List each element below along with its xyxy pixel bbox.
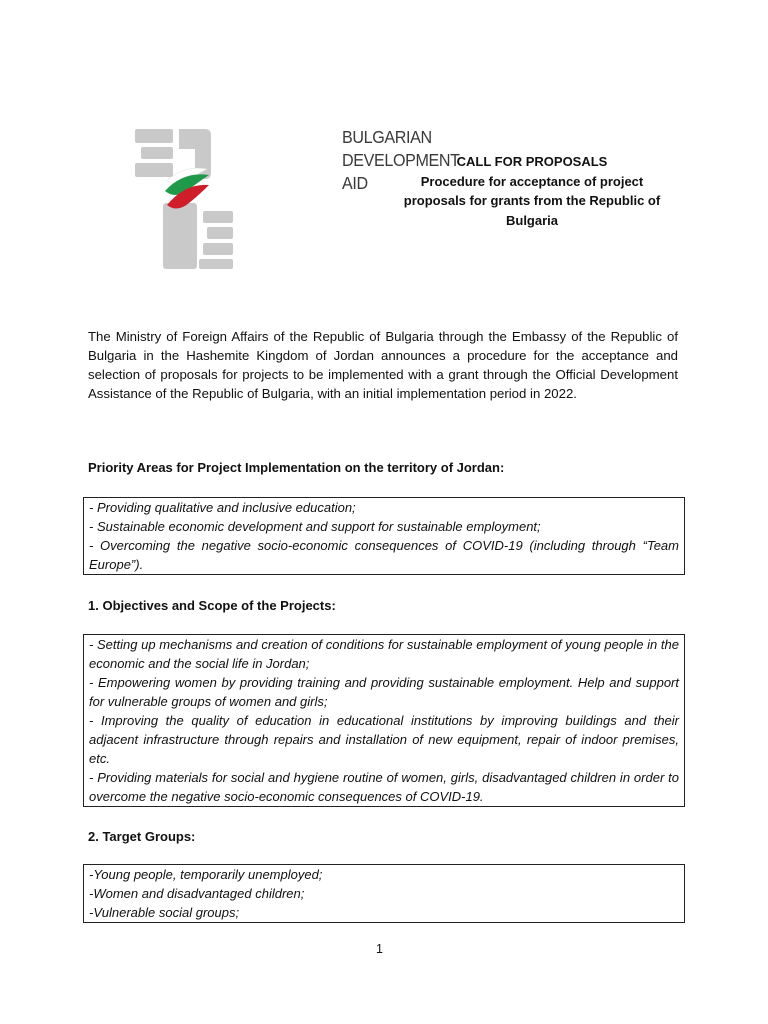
title-line-3: proposals for grants from the Republic of bbox=[403, 193, 661, 208]
objectives-heading: 1. Objectives and Scope of the Projects: bbox=[88, 598, 336, 613]
target-groups-box bbox=[83, 864, 685, 923]
title-line-1: CALL FOR PROPOSALS bbox=[456, 154, 608, 169]
target-groups-heading: 2. Target Groups: bbox=[88, 829, 196, 844]
title-line-2: Procedure for acceptance of project bbox=[420, 173, 644, 189]
logo-text-line2: DEVELOPMENT bbox=[342, 150, 460, 170]
objectives-box bbox=[83, 634, 685, 807]
objective-item: - Setting up mechanisms and creation of conditions for sustainable employment of young people in the economic and the social life in Jordan; bbox=[89, 637, 679, 671]
target-item: -Women and disadvantaged children; bbox=[89, 886, 305, 901]
priority-item: - Providing qualitative and inclusive education; bbox=[89, 500, 356, 515]
priority-item: - Sustainable economic development and support for sustainable employment; bbox=[89, 519, 541, 534]
objective-item: - Improving the quality of education in educational institutions by improving buildings and their adjacent infrastructure through repairs and installation of new equipment, repair of indoor premises, etc. bbox=[89, 713, 679, 766]
logo-text-line3: AID bbox=[342, 173, 368, 193]
bulgarian-development-aid-logo bbox=[133, 125, 460, 275]
title-line-4: Bulgaria bbox=[505, 212, 558, 228]
intro-paragraph: The Ministry of Foreign Affairs of the Republic of Bulgaria through the Embassy of the Republic of Bulgaria in the Hashemite Kingdom of Jordan announces a procedure for the acceptance and selection of proposals for projects to be implemented with a grant through the Official Development Assistance of the Republic of Bulgaria, with an initial implementation period in 2022. bbox=[88, 329, 678, 401]
priority-areas-box bbox=[83, 497, 685, 575]
objective-item: - Empowering women by providing training and providing sustainable employment. Help and support for vulnerable groups of women and girls; bbox=[89, 675, 679, 709]
logo-text-line1: BULGARIAN bbox=[342, 127, 432, 147]
document-title bbox=[398, 152, 666, 230]
target-item: -Vulnerable social groups; bbox=[89, 905, 240, 920]
target-item: -Young people, temporarily unemployed; bbox=[89, 867, 323, 882]
page-number: 1 bbox=[376, 942, 383, 956]
priority-areas-heading: Priority Areas for Project Implementation on the territory of Jordan: bbox=[88, 460, 505, 475]
objective-item: - Providing materials for social and hygiene routine of women, girls, disadvantaged children in order to overcome the negative socio-economic consequences of COVID-19. bbox=[89, 770, 679, 804]
bda-logo-mark bbox=[133, 125, 243, 275]
priority-item: - Overcoming the negative socio-economic consequences of COVID-19 (including through “Team Europe”). bbox=[89, 538, 679, 572]
